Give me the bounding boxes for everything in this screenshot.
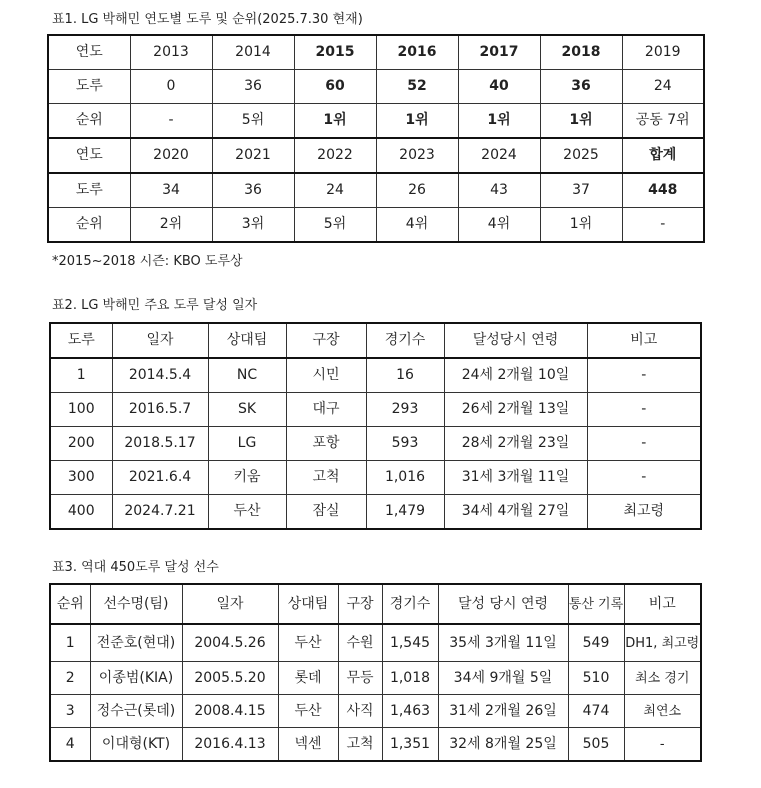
row-label: 도루 (48, 70, 130, 104)
cell: 넥센 (278, 728, 338, 762)
cell: 고척 (286, 461, 366, 495)
cell: 549 (568, 624, 624, 662)
total-header-cell: 합계 (622, 138, 704, 173)
cell: 최소 경기 (624, 662, 701, 695)
table2-caption: 표2. LG 박해민 주요 도루 달성 일자 (52, 298, 258, 313)
header-cell: 순위 (50, 584, 90, 624)
cell: LG (208, 427, 286, 461)
value-cell: 36 (212, 70, 294, 104)
header-cell: 달성 당시 연령 (438, 584, 568, 624)
header-cell: 비고 (624, 584, 701, 624)
cell: 2016.4.13 (182, 728, 278, 762)
value-cell: 2위 (130, 208, 212, 243)
header-cell: 구장 (338, 584, 382, 624)
cell: 3 (50, 695, 90, 728)
value-cell: 1위 (294, 104, 376, 139)
cell: 26세 2개월 13일 (444, 393, 587, 427)
cell: 1,018 (382, 662, 438, 695)
cell: DH1, 최고령 (624, 624, 701, 662)
year-cell: 2016 (376, 35, 458, 70)
cell: 593 (366, 427, 444, 461)
table-header-row (50, 323, 701, 358)
cell: 2004.5.26 (182, 624, 278, 662)
value-cell: 34 (130, 173, 212, 208)
cell: - (587, 393, 701, 427)
cell: - (624, 728, 701, 762)
cell: 16 (366, 358, 444, 393)
header-cell: 구장 (286, 323, 366, 358)
cell: - (587, 461, 701, 495)
row-label: 순위 (48, 104, 130, 139)
table-row (48, 104, 704, 139)
value-cell: 24 (294, 173, 376, 208)
table-row (50, 662, 701, 695)
year-cell: 2017 (458, 35, 540, 70)
cell: 510 (568, 662, 624, 695)
table-row (50, 695, 701, 728)
year-cell: 2018 (540, 35, 622, 70)
cell: 300 (50, 461, 112, 495)
cell: 잠실 (286, 495, 366, 530)
table-row (50, 358, 701, 393)
450-steals-players-table (49, 583, 702, 762)
cell: 34세 9개월 5일 (438, 662, 568, 695)
header-cell: 연도 (48, 35, 130, 70)
table1-note: *2015~2018 시즌: KBO 도루상 (52, 254, 243, 269)
cell: SK (208, 393, 286, 427)
year-cell: 2022 (294, 138, 376, 173)
cell: 2018.5.17 (112, 427, 208, 461)
header-cell: 경기수 (366, 323, 444, 358)
cell: 35세 3개월 11일 (438, 624, 568, 662)
cell: 100 (50, 393, 112, 427)
cell: 505 (568, 728, 624, 762)
cell: 400 (50, 495, 112, 530)
cell: 1 (50, 358, 112, 393)
value-cell: 37 (540, 173, 622, 208)
table-row (50, 495, 701, 530)
cell: 1,545 (382, 624, 438, 662)
table-row (50, 393, 701, 427)
header-cell: 비고 (587, 323, 701, 358)
year-cell: 2024 (458, 138, 540, 173)
value-cell: 1위 (376, 104, 458, 139)
table-row (48, 173, 704, 208)
value-cell: 1위 (540, 208, 622, 243)
cell: 293 (366, 393, 444, 427)
cell: 두산 (208, 495, 286, 530)
cell: 무등 (338, 662, 382, 695)
value-cell: 24 (622, 70, 704, 104)
cell: 시민 (286, 358, 366, 393)
cell: 두산 (278, 624, 338, 662)
table-row (48, 35, 704, 70)
year-cell: 2020 (130, 138, 212, 173)
year-cell: 2014 (212, 35, 294, 70)
value-cell: 43 (458, 173, 540, 208)
cell: 대구 (286, 393, 366, 427)
header-cell: 달성당시 연령 (444, 323, 587, 358)
value-cell: 5위 (212, 104, 294, 139)
cell: 최고령 (587, 495, 701, 530)
table-row (50, 461, 701, 495)
value-cell: - (622, 208, 704, 243)
table-row (50, 427, 701, 461)
cell: 2016.5.7 (112, 393, 208, 427)
cell: 2021.6.4 (112, 461, 208, 495)
table-row (48, 70, 704, 104)
cell: 31세 2개월 26일 (438, 695, 568, 728)
row-label: 순위 (48, 208, 130, 243)
header-cell: 상대팀 (208, 323, 286, 358)
milestone-steals-table (49, 322, 702, 530)
year-cell: 2019 (622, 35, 704, 70)
cell: 1,463 (382, 695, 438, 728)
value-cell: 26 (376, 173, 458, 208)
cell: 1,479 (366, 495, 444, 530)
year-cell: 2015 (294, 35, 376, 70)
value-cell: 36 (540, 70, 622, 104)
header-cell: 도루 (50, 323, 112, 358)
value-cell: 52 (376, 70, 458, 104)
value-cell: 4위 (458, 208, 540, 243)
header-cell: 일자 (182, 584, 278, 624)
value-cell: 36 (212, 173, 294, 208)
header-cell: 일자 (112, 323, 208, 358)
total-value-cell: 448 (622, 173, 704, 208)
year-cell: 2023 (376, 138, 458, 173)
value-cell: 0 (130, 70, 212, 104)
value-cell: 40 (458, 70, 540, 104)
cell: 이대형(KT) (90, 728, 182, 762)
cell: 2 (50, 662, 90, 695)
table1-caption: 표1. LG 박해민 연도별 도루 및 순위(2025.7.30 현재) (52, 12, 363, 27)
cell: 전준호(현대) (90, 624, 182, 662)
table-row (50, 624, 701, 662)
cell: 2014.5.4 (112, 358, 208, 393)
cell: 474 (568, 695, 624, 728)
cell: 28세 2개월 23일 (444, 427, 587, 461)
value-cell: 5위 (294, 208, 376, 243)
cell: NC (208, 358, 286, 393)
cell: 키움 (208, 461, 286, 495)
cell: 2008.4.15 (182, 695, 278, 728)
table-row (48, 138, 704, 173)
header-cell: 선수명(팀) (90, 584, 182, 624)
year-cell: 2025 (540, 138, 622, 173)
header-cell: 연도 (48, 138, 130, 173)
cell: 34세 4개월 27일 (444, 495, 587, 530)
header-cell: 경기수 (382, 584, 438, 624)
value-cell: 공동 7위 (622, 104, 704, 139)
cell: - (587, 427, 701, 461)
cell: 32세 8개월 25일 (438, 728, 568, 762)
cell: 수원 (338, 624, 382, 662)
value-cell: 4위 (376, 208, 458, 243)
cell: 포항 (286, 427, 366, 461)
cell: 2024.7.21 (112, 495, 208, 530)
table-row (50, 728, 701, 762)
cell: 1,016 (366, 461, 444, 495)
cell: 두산 (278, 695, 338, 728)
header-cell: 상대팀 (278, 584, 338, 624)
cell: 롯데 (278, 662, 338, 695)
table-row (48, 208, 704, 243)
cell: 고척 (338, 728, 382, 762)
cell: 1,351 (382, 728, 438, 762)
cell: 최연소 (624, 695, 701, 728)
cell: 정수근(롯데) (90, 695, 182, 728)
table-header-row (50, 584, 701, 624)
cell: 24세 2개월 10일 (444, 358, 587, 393)
header-cell: 통산 기록 (568, 584, 624, 624)
cell: 1 (50, 624, 90, 662)
cell: - (587, 358, 701, 393)
cell: 200 (50, 427, 112, 461)
value-cell: 3위 (212, 208, 294, 243)
cell: 2005.5.20 (182, 662, 278, 695)
cell: 31세 3개월 11일 (444, 461, 587, 495)
year-cell: 2021 (212, 138, 294, 173)
value-cell: 60 (294, 70, 376, 104)
cell: 이종범(KIA) (90, 662, 182, 695)
row-label: 도루 (48, 173, 130, 208)
yearly-steals-table (47, 34, 705, 243)
cell: 사직 (338, 695, 382, 728)
value-cell: 1위 (458, 104, 540, 139)
year-cell: 2013 (130, 35, 212, 70)
cell: 4 (50, 728, 90, 762)
value-cell: - (130, 104, 212, 139)
table3-caption: 표3. 역대 450도루 달성 선수 (52, 560, 219, 575)
value-cell: 1위 (540, 104, 622, 139)
